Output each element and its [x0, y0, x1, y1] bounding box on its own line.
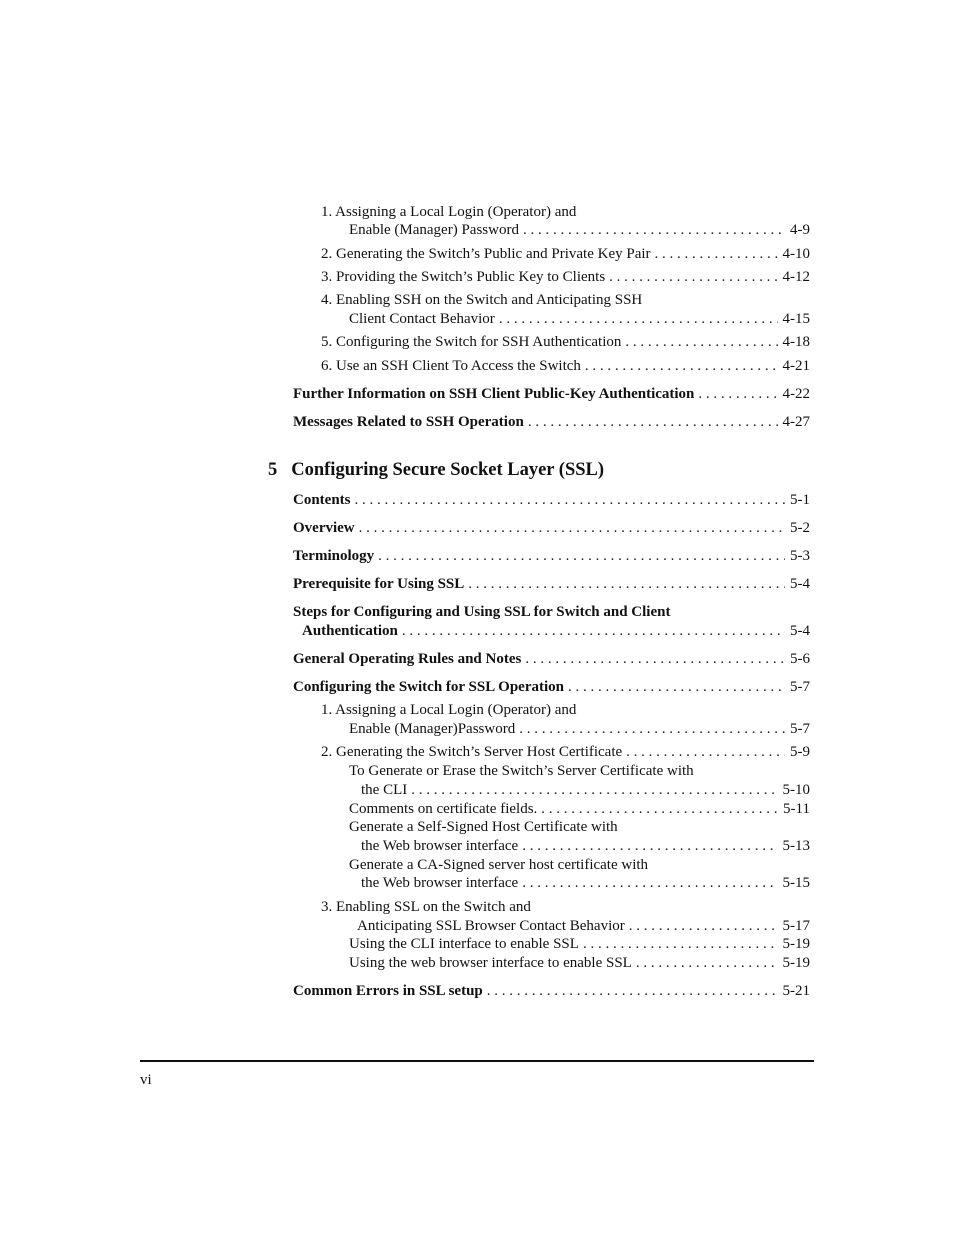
- toc-entry-ssh-step2[interactable]: [321, 245, 810, 264]
- dot-leader: [625, 333, 777, 352]
- dot-leader: [636, 954, 778, 973]
- toc-entry-ssh-further[interactable]: [293, 385, 810, 404]
- chapter-number: 5: [268, 460, 278, 480]
- toc-entry-ssl-step1[interactable]: [349, 720, 810, 739]
- toc-entry-ssl-step3-line1[interactable]: 3. Enabling SSL on the Switch and: [321, 899, 531, 915]
- toc-page-number: 4-27: [782, 414, 810, 430]
- toc-entry-label: Configuring the Switch for SSL Operation: [293, 678, 568, 697]
- toc-entry-ssh-step1-line1[interactable]: 1. Assigning a Local Login (Operator) and: [321, 204, 577, 220]
- toc-page-number: 5-3: [790, 548, 810, 564]
- toc-entry-contents[interactable]: [293, 491, 810, 510]
- toc-entry-label: Further Information on SSH Client Public-Key Authentication: [293, 385, 698, 404]
- toc-page-number: 5-21: [782, 983, 810, 999]
- toc-entry-label: Prerequisite for Using SSL: [293, 575, 468, 594]
- toc-page-number: 5-11: [783, 801, 810, 817]
- toc-page-number: 5-7: [790, 679, 810, 695]
- toc-entry-label: Enable (Manager)Password: [349, 720, 519, 739]
- toc-page-number: 4-12: [782, 269, 810, 285]
- toc-entry-overview[interactable]: [293, 519, 810, 538]
- toc-entry-prereq[interactable]: [293, 575, 810, 594]
- toc-entry-ssh-step6[interactable]: [321, 357, 810, 376]
- toc-entry-label: Enable (Manager) Password: [349, 221, 523, 240]
- toc-entry-ca-signed[interactable]: [361, 874, 810, 893]
- toc-entry-label: Authentication: [302, 622, 402, 641]
- toc-entry-label: 5. Configuring the Switch for SSH Authentication: [321, 333, 625, 352]
- toc-entry-label: 3. Providing the Switch’s Public Key to Clients: [321, 268, 609, 287]
- chapter-heading[interactable]: [268, 460, 604, 481]
- toc-entry-label: Using the web browser interface to enable SSL: [349, 954, 636, 973]
- toc-entry-label: Contents: [293, 491, 355, 510]
- toc-entry-ssh-step5[interactable]: [321, 333, 810, 352]
- toc-page-number: 5-7: [790, 721, 810, 737]
- toc-page-number: 5-19: [782, 955, 810, 971]
- toc-entry-ssl-step3[interactable]: [357, 917, 810, 936]
- toc-entry-label: the CLI: [361, 781, 411, 800]
- toc-page-number: 5-13: [782, 838, 810, 854]
- dot-leader: [402, 622, 785, 641]
- dot-leader: [583, 935, 778, 954]
- toc-page-number: 4-9: [790, 222, 810, 238]
- toc-entry-self-signed-line1[interactable]: Generate a Self-Signed Host Certificate with: [349, 819, 618, 835]
- toc-entry-ssl-step2[interactable]: [321, 743, 810, 762]
- dot-leader: [522, 837, 777, 856]
- dot-leader: [609, 268, 777, 287]
- toc-page-number: 4-22: [782, 386, 810, 402]
- page-number: vi: [140, 1072, 152, 1088]
- toc-entry-label: the Web browser interface: [361, 837, 522, 856]
- toc-page-number: 4-21: [782, 358, 810, 374]
- toc-entry-label: Terminology: [293, 547, 378, 566]
- toc-entry-rules[interactable]: [293, 650, 810, 669]
- toc-entry-terminology[interactable]: [293, 547, 810, 566]
- toc-page-number: 5-10: [782, 782, 810, 798]
- toc-entry-web-enable[interactable]: [349, 954, 810, 973]
- toc-entry-label: 2. Generating the Switch’s Server Host Certificate: [321, 743, 626, 762]
- dot-leader: [655, 245, 778, 264]
- toc-entry-steps-line1[interactable]: Steps for Configuring and Using SSL for Switch and Client: [293, 604, 671, 620]
- toc-entry-comments[interactable]: [349, 800, 810, 819]
- toc-page-number: 5-6: [790, 651, 810, 667]
- dot-leader: [522, 874, 777, 893]
- toc-entry-gen-erase-line1[interactable]: To Generate or Erase the Switch’s Server Certificate with: [349, 763, 694, 779]
- toc-entry-ssh-step4[interactable]: [349, 310, 810, 329]
- toc-entry-ssl-step1-line1[interactable]: 1. Assigning a Local Login (Operator) and: [321, 702, 577, 718]
- dot-leader: [626, 743, 785, 762]
- toc-page-number: 4-10: [782, 246, 810, 262]
- dot-leader: [541, 800, 778, 819]
- toc-entry-config[interactable]: [293, 678, 810, 697]
- toc-entry-ssh-step4-line1[interactable]: 4. Enabling SSH on the Switch and Anticipating SSH: [321, 292, 643, 308]
- dot-leader: [499, 310, 778, 329]
- dot-leader: [411, 781, 777, 800]
- toc-page-number: 4-18: [782, 334, 810, 350]
- dot-leader: [359, 519, 785, 538]
- toc-entry-ssh-messages[interactable]: [293, 413, 810, 432]
- dot-leader: [568, 678, 785, 697]
- toc-entry-label: Anticipating SSL Browser Contact Behavior: [357, 917, 629, 936]
- toc-entry-label: Comments on certificate fields.: [349, 800, 541, 819]
- toc-entry-label: Client Contact Behavior: [349, 310, 499, 329]
- toc-entry-cli-enable[interactable]: [349, 935, 810, 954]
- dot-leader: [378, 547, 785, 566]
- toc-entry-ca-signed-line1[interactable]: Generate a CA-Signed server host certificate with: [349, 857, 649, 873]
- dot-leader: [355, 491, 785, 510]
- toc-entry-steps[interactable]: [302, 622, 810, 641]
- dot-leader: [528, 413, 778, 432]
- toc-entry-errors[interactable]: [293, 982, 810, 1001]
- dot-leader: [585, 357, 778, 376]
- dot-leader: [523, 221, 785, 240]
- toc-entry-ssh-step1[interactable]: [349, 221, 810, 240]
- toc-entry-label: 2. Generating the Switch’s Public and Private Key Pair: [321, 245, 655, 264]
- toc-page-number: 5-19: [782, 936, 810, 952]
- toc-entry-label: the Web browser interface: [361, 874, 522, 893]
- toc-page-number: 5-15: [782, 875, 810, 891]
- dot-leader: [487, 982, 778, 1001]
- toc-page-number: 5-4: [790, 623, 810, 639]
- toc-entry-label: Using the CLI interface to enable SSL: [349, 935, 583, 954]
- toc-page-number: 5-17: [782, 918, 810, 934]
- toc-page-number: 5-9: [790, 744, 810, 760]
- toc-page-number: 4-15: [782, 311, 810, 327]
- toc-entry-label: Messages Related to SSH Operation: [293, 413, 528, 432]
- toc-entry-label: General Operating Rules and Notes: [293, 650, 525, 669]
- dot-leader: [698, 385, 777, 404]
- toc-entry-label: Overview: [293, 519, 359, 538]
- toc-entry-gen-erase[interactable]: [361, 781, 810, 800]
- dot-leader: [519, 720, 785, 739]
- toc-page-number: 5-1: [790, 492, 810, 508]
- toc-entry-label: 6. Use an SSH Client To Access the Switch: [321, 357, 585, 376]
- footer-rule: [140, 1060, 814, 1062]
- toc-page-number: 5-4: [790, 576, 810, 592]
- toc-entry-self-signed[interactable]: [361, 837, 810, 856]
- dot-leader: [468, 575, 785, 594]
- toc-entry-ssh-step3[interactable]: [321, 268, 810, 287]
- dot-leader: [525, 650, 785, 669]
- toc-entry-label: Common Errors in SSL setup: [293, 982, 487, 1001]
- chapter-title: Configuring Secure Socket Layer (SSL): [291, 460, 605, 480]
- toc-page-number: 5-2: [790, 520, 810, 536]
- dot-leader: [629, 917, 778, 936]
